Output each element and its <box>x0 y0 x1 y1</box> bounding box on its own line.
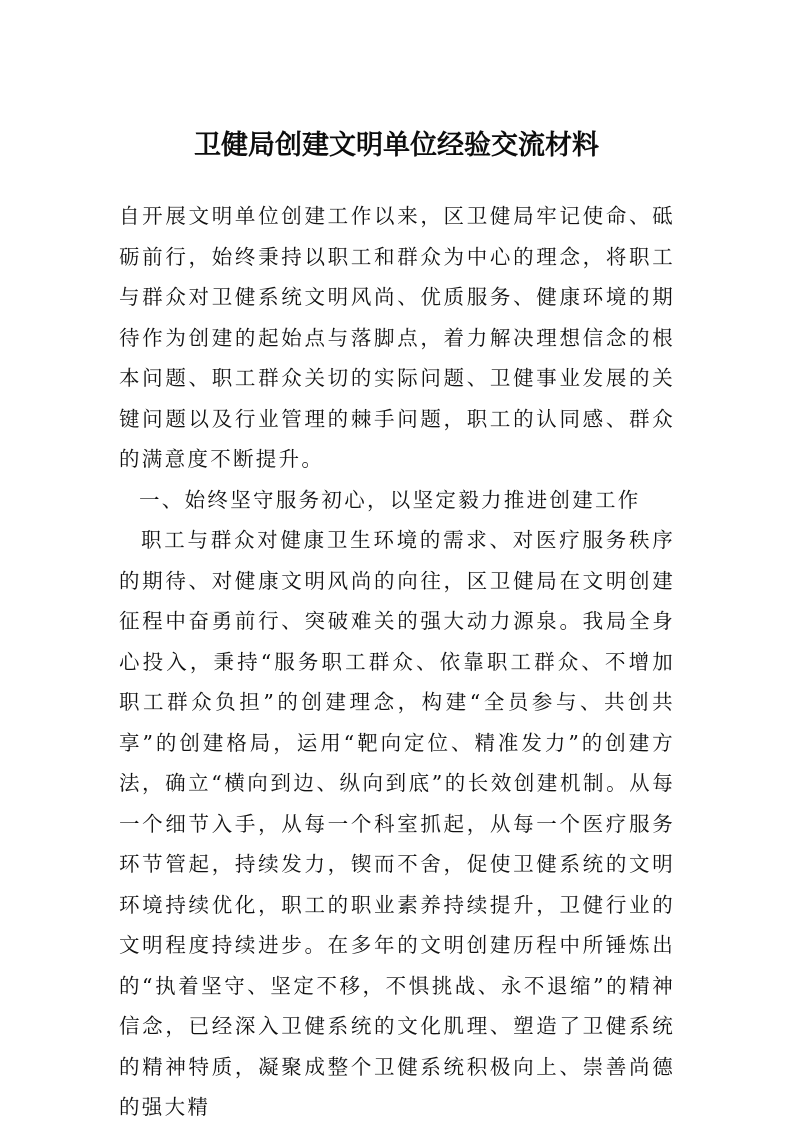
section-heading: 一、始终坚守服务初心，以坚定毅力推进创建工作 <box>139 487 641 512</box>
section-paragraph: 职工与群众对健康卫生环境的需求、对医疗服务秩序的期待、对健康文明风尚的向往，区卫健局在文明创建征程中奋勇前行、突破难关的强大动力源泉。我局全身心投入，秉持“服务职工群众、依靠职工群众、不增加职工群众负担”的创建理念，构建“全员参与、共创共享”的创建格局，运用“靶向定位、精准发力”的创建方法，确立“横向到边、纵向到底”的长效创建机制。从每一个细节入手，从每一个科室抓起，从每一个医疗服务环节管起，持续发力，锲而不舍，促使卫健系统的文明环境持续优化，职工的职业素养持续提升，卫健行业的文明程度持续进步。在多年的文明创建历程中所锤炼出的“执着坚守、坚定不移，不惧挑战、永不退缩”的精神信念，已经深入卫健系统的文化肌理、塑造了卫健系统的精神特质，凝聚成整个卫健系统积极向上、崇善尚德的强大精 <box>119 528 675 1119</box>
intro-paragraph: 自开展文明单位创建工作以来，区卫健局牢记使命、砥砺前行，始终秉持以职工和群众为中心的理念，将职工与群众对卫健系统文明风尚、优质服务、健康环境的期待作为创建的起始点与落脚点，着力解决理想信念的根本问题、职工群众关切的实际问题、卫健事业发展的关键问题以及行业管理的棘手问题，职工的认同感、群众的满意度不断提升。 <box>119 204 675 471</box>
document-body <box>119 196 675 1128</box>
document-title: 卫健局创建文明单位经验交流材料 <box>194 130 599 161</box>
